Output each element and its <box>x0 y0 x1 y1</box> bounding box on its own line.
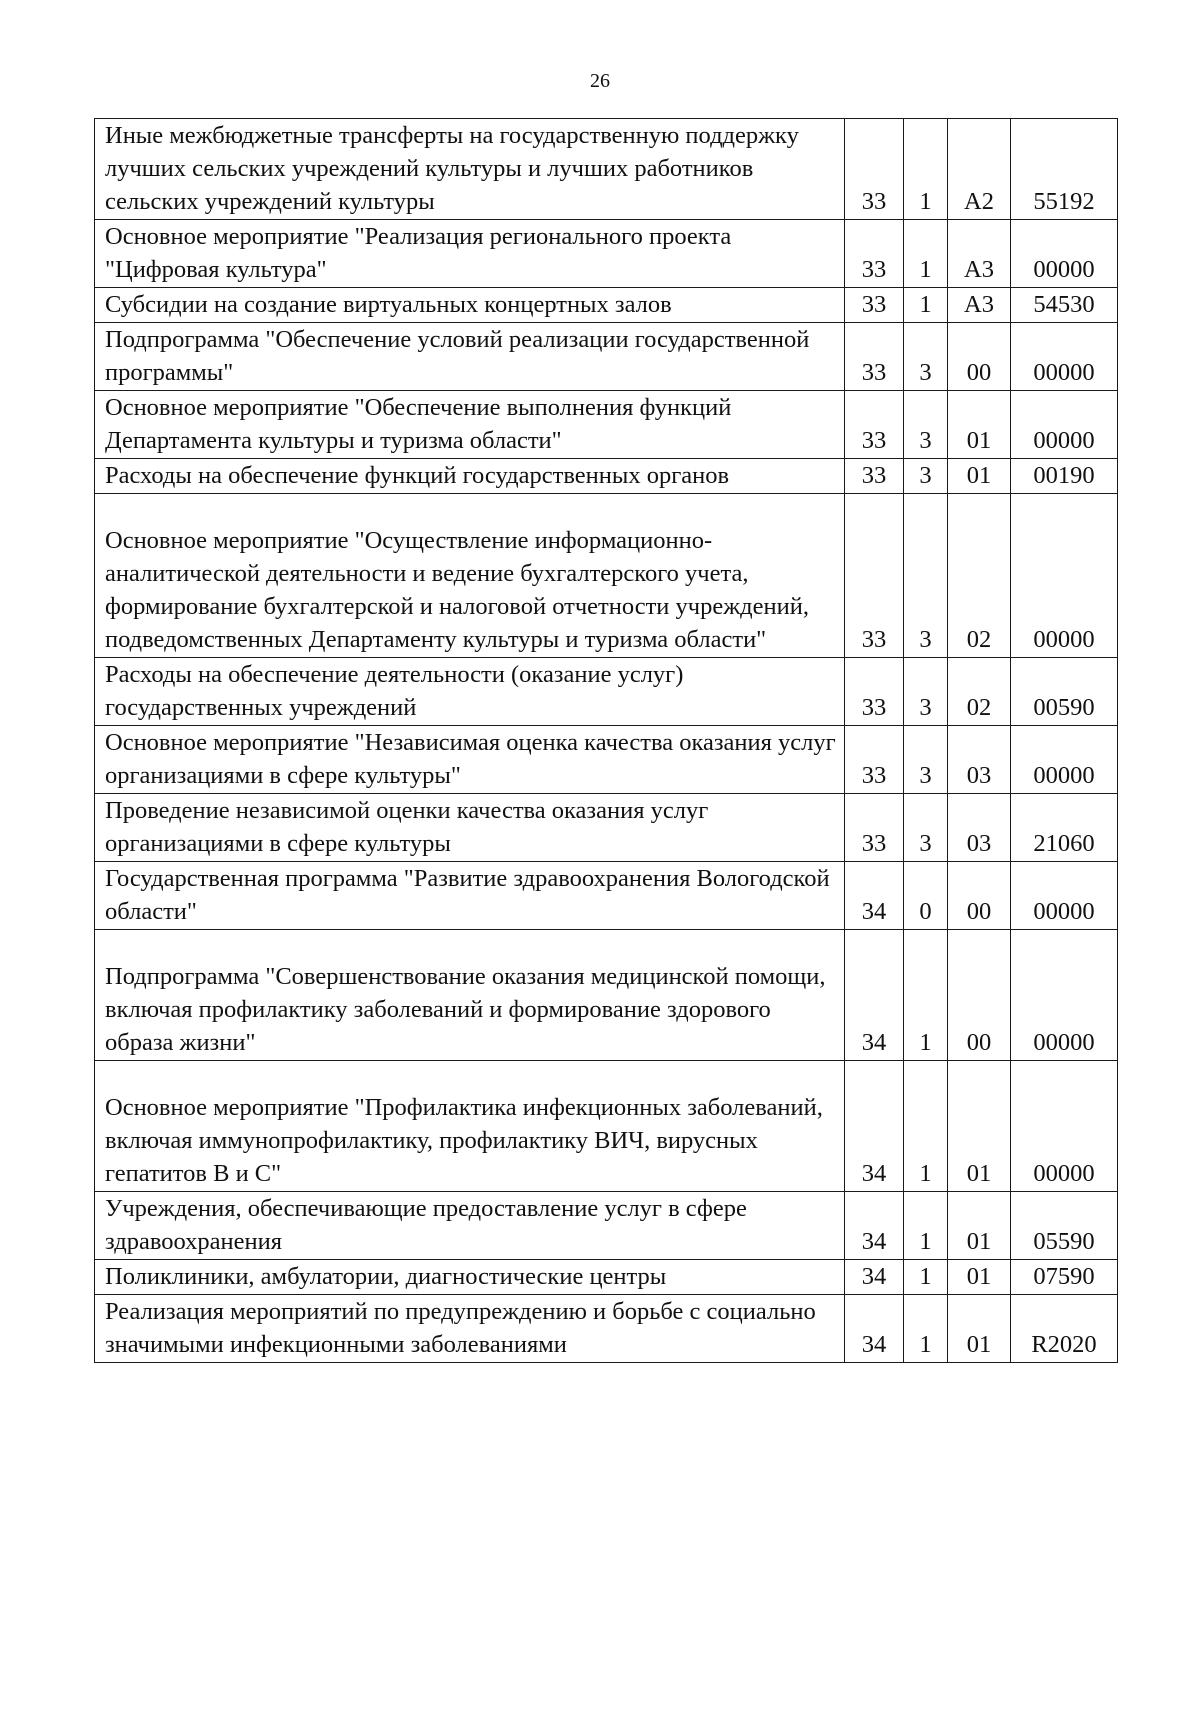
program-code-cell: 33 <box>845 288 904 323</box>
program-code-cell: 33 <box>845 726 904 794</box>
row-description: Реализация мероприятий по предупреждению и борьбе с социально значимыми инфекционными заболеваниями <box>95 1295 845 1363</box>
event-code-cell: 00 <box>948 862 1011 930</box>
event-code-cell: А2 <box>948 119 1011 220</box>
subprogram-code-cell: 3 <box>904 794 948 862</box>
subprogram-code-cell: 3 <box>904 459 948 494</box>
expense-direction-code-cell: 54530 <box>1011 288 1118 323</box>
program-code-cell: 33 <box>845 658 904 726</box>
event-code-cell: 01 <box>948 1061 1011 1192</box>
table-row <box>95 391 1118 459</box>
row-description: Поликлиники, амбулатории, диагностические центры <box>95 1260 845 1295</box>
event-code-cell: 01 <box>948 459 1011 494</box>
event-code-cell: 00 <box>948 323 1011 391</box>
row-description: Основное мероприятие "Обеспечение выполнения функций Департамента культуры и туризма области" <box>95 391 845 459</box>
row-description: Учреждения, обеспечивающие предоставление услуг в сфере здравоохранения <box>95 1192 845 1260</box>
subprogram-code-cell: 1 <box>904 1061 948 1192</box>
subprogram-code-cell: 1 <box>904 930 948 1061</box>
event-code-cell: 01 <box>948 1192 1011 1260</box>
expense-direction-code-cell: 21060 <box>1011 794 1118 862</box>
event-code-cell: А3 <box>948 220 1011 288</box>
table-row <box>95 323 1118 391</box>
subprogram-code-cell: 3 <box>904 726 948 794</box>
program-code-cell: 33 <box>845 323 904 391</box>
subprogram-code-cell: 3 <box>904 391 948 459</box>
row-description: Основное мероприятие "Профилактика инфекционных заболеваний, включая иммунопрофилактику, профилактику ВИЧ, вирусных гепатитов В и С" <box>95 1061 845 1192</box>
row-description: Подпрограмма "Обеспечение условий реализации государственной программы" <box>95 323 845 391</box>
row-description: Расходы на обеспечение деятельности (оказание услуг) государственных учреждений <box>95 658 845 726</box>
row-description: Проведение независимой оценки качества оказания услуг организациями в сфере культуры <box>95 794 845 862</box>
program-code-cell: 33 <box>845 391 904 459</box>
row-description: Подпрограмма "Совершенствование оказания медицинской помощи, включая профилактику заболеваний и формирование здорового образа жизни" <box>95 930 845 1061</box>
row-description: Государственная программа "Развитие здравоохранения Вологодской области" <box>95 862 845 930</box>
subprogram-code-cell: 1 <box>904 1295 948 1363</box>
expense-direction-code-cell: 00000 <box>1011 862 1118 930</box>
event-code-cell: 00 <box>948 930 1011 1061</box>
expense-direction-code-cell: R2020 <box>1011 1295 1118 1363</box>
subprogram-code-cell: 3 <box>904 494 948 658</box>
row-description: Иные межбюджетные трансферты на государственную поддержку лучших сельских учреждений культуры и лучших работников сельских учреждений культуры <box>95 119 845 220</box>
program-code-cell: 34 <box>845 1061 904 1192</box>
expense-direction-code-cell: 00000 <box>1011 1061 1118 1192</box>
program-code-cell: 33 <box>845 220 904 288</box>
expense-direction-code-cell: 00000 <box>1011 391 1118 459</box>
table-row <box>95 220 1118 288</box>
table-row <box>95 794 1118 862</box>
program-code-cell: 33 <box>845 459 904 494</box>
table-row <box>95 658 1118 726</box>
expense-direction-code-cell: 05590 <box>1011 1192 1118 1260</box>
subprogram-code-cell: 1 <box>904 1192 948 1260</box>
budget-classification-table <box>94 118 1118 1363</box>
table-row <box>95 288 1118 323</box>
subprogram-code-cell: 1 <box>904 1260 948 1295</box>
program-code-cell: 34 <box>845 930 904 1061</box>
row-description: Расходы на обеспечение функций государственных органов <box>95 459 845 494</box>
subprogram-code-cell: 1 <box>904 288 948 323</box>
program-code-cell: 33 <box>845 494 904 658</box>
expense-direction-code-cell: 00190 <box>1011 459 1118 494</box>
expense-direction-code-cell: 00590 <box>1011 658 1118 726</box>
table-row <box>95 459 1118 494</box>
row-description: Основное мероприятие "Реализация регионального проекта "Цифровая культура" <box>95 220 845 288</box>
event-code-cell: 02 <box>948 658 1011 726</box>
program-code-cell: 34 <box>845 1260 904 1295</box>
event-code-cell: 01 <box>948 1260 1011 1295</box>
subprogram-code-cell: 0 <box>904 862 948 930</box>
table-row <box>95 726 1118 794</box>
expense-direction-code-cell: 00000 <box>1011 220 1118 288</box>
table-row <box>95 119 1118 220</box>
program-code-cell: 33 <box>845 794 904 862</box>
event-code-cell: 01 <box>948 1295 1011 1363</box>
subprogram-code-cell: 1 <box>904 220 948 288</box>
row-description: Основное мероприятие "Независимая оценка качества оказания услуг организациями в сфере культуры" <box>95 726 845 794</box>
expense-direction-code-cell: 55192 <box>1011 119 1118 220</box>
expense-direction-code-cell: 00000 <box>1011 494 1118 658</box>
expense-direction-code-cell: 00000 <box>1011 323 1118 391</box>
expense-direction-code-cell: 00000 <box>1011 930 1118 1061</box>
table-row <box>95 1260 1118 1295</box>
event-code-cell: 02 <box>948 494 1011 658</box>
program-code-cell: 34 <box>845 862 904 930</box>
program-code-cell: 33 <box>845 119 904 220</box>
expense-direction-code-cell: 07590 <box>1011 1260 1118 1295</box>
row-description: Субсидии на создание виртуальных концертных залов <box>95 288 845 323</box>
table-row <box>95 862 1118 930</box>
event-code-cell: 03 <box>948 794 1011 862</box>
program-code-cell: 34 <box>845 1192 904 1260</box>
table-row <box>95 1061 1118 1192</box>
table-row <box>95 494 1118 658</box>
event-code-cell: А3 <box>948 288 1011 323</box>
page-number: 26 <box>590 70 610 92</box>
subprogram-code-cell: 3 <box>904 658 948 726</box>
expense-direction-code-cell: 00000 <box>1011 726 1118 794</box>
table-row <box>95 1192 1118 1260</box>
row-description: Основное мероприятие "Осуществление информационно-аналитической деятельности и ведение бухгалтерского учета, формирование бухгалтерской и налоговой отчетности учреждений, подведомственных Департаменту культуры и туризма области" <box>95 494 845 658</box>
table-row <box>95 1295 1118 1363</box>
program-code-cell: 34 <box>845 1295 904 1363</box>
table-row <box>95 930 1118 1061</box>
subprogram-code-cell: 3 <box>904 323 948 391</box>
event-code-cell: 03 <box>948 726 1011 794</box>
subprogram-code-cell: 1 <box>904 119 948 220</box>
event-code-cell: 01 <box>948 391 1011 459</box>
